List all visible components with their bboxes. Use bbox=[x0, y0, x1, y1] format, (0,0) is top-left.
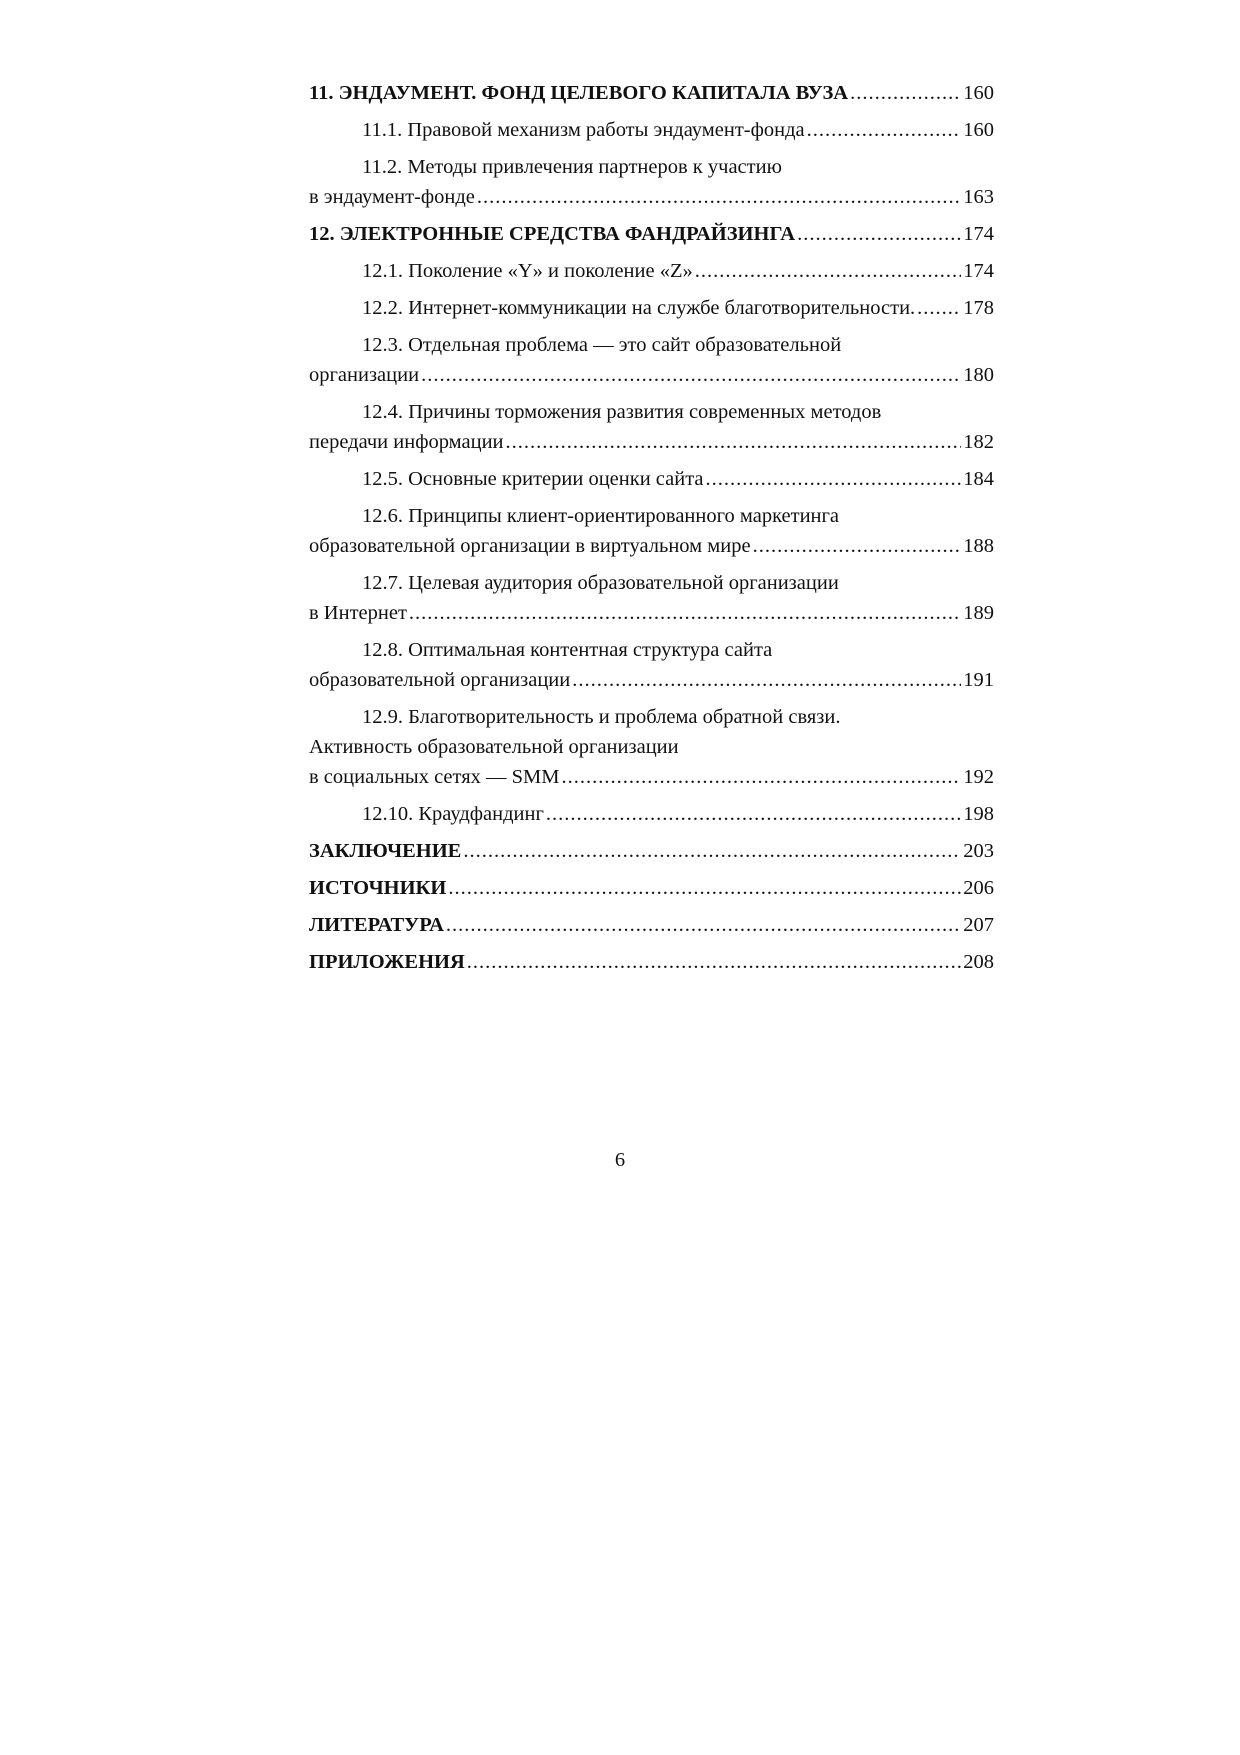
dot-leader bbox=[421, 360, 961, 390]
dot-leader bbox=[706, 464, 962, 494]
toc-page-number: 180 bbox=[963, 364, 994, 386]
toc-page-number: 160 bbox=[963, 119, 994, 141]
dot-leader bbox=[506, 427, 962, 457]
dot-leader bbox=[797, 219, 961, 249]
toc-page-number: 191 bbox=[963, 669, 994, 691]
dot-leader bbox=[695, 256, 962, 286]
toc-entry-title: ЗАКЛЮЧЕНИЕ bbox=[309, 840, 462, 862]
toc-section-entry bbox=[309, 330, 994, 390]
toc-entry-title: 12.2. Интернет-коммуникации на службе благотворительности. bbox=[362, 297, 916, 319]
toc-page-number: 198 bbox=[963, 803, 994, 825]
dot-leader bbox=[463, 836, 961, 866]
toc-section-entry bbox=[309, 397, 994, 457]
toc-entry-title: 12. ЭЛЕКТРОННЫЕ СРЕДСТВА ФАНДРАЙЗИНГА bbox=[309, 223, 796, 245]
dot-leader bbox=[562, 762, 962, 792]
toc-entry-title: образовательной организации в виртуальном мире bbox=[309, 535, 751, 557]
toc-section-entry bbox=[309, 464, 994, 494]
toc-entry-title: 11.1. Правовой механизм работы эндаумент-фонда bbox=[362, 119, 805, 141]
toc-page-number: 206 bbox=[963, 877, 994, 899]
toc-section-entry bbox=[309, 568, 994, 628]
toc-entry-title: 12.5. Основные критерии оценки сайта bbox=[362, 468, 704, 490]
toc-page-number: 188 bbox=[963, 535, 994, 557]
toc-entry-line: Активность образовательной организации bbox=[309, 736, 679, 758]
toc-section-entry bbox=[309, 501, 994, 561]
toc-page-number: 174 bbox=[963, 260, 994, 282]
toc-section-entry bbox=[309, 702, 994, 792]
page-number: 6 bbox=[614, 1149, 626, 1171]
toc-entry-line: 12.3. Отдельная проблема — это сайт образовательной bbox=[362, 334, 842, 356]
toc-page-number: 163 bbox=[963, 186, 994, 208]
toc-chapter-entry bbox=[309, 910, 994, 940]
toc-page-number: 208 bbox=[963, 951, 994, 973]
toc-entry-title: 12.1. Поколение «Y» и поколение «Z» bbox=[362, 260, 693, 282]
toc-section-entry bbox=[309, 152, 994, 212]
toc-chapter-entry bbox=[309, 947, 994, 977]
toc-entry-title: ИСТОЧНИКИ bbox=[309, 877, 447, 899]
toc-chapter-entry bbox=[309, 836, 994, 866]
toc-entry-line: 12.7. Целевая аудитория образовательной организации bbox=[362, 572, 839, 594]
table-of-contents bbox=[309, 78, 994, 984]
toc-chapter-entry bbox=[309, 873, 994, 903]
toc-entry-title: в социальных сетях — SMM bbox=[309, 766, 560, 788]
toc-chapter-entry bbox=[309, 78, 994, 108]
toc-entry-title: 11. ЭНДАУМЕНТ. ФОНД ЦЕЛЕВОГО КАПИТАЛА ВУЗА bbox=[309, 82, 849, 104]
dot-leader bbox=[409, 598, 961, 628]
dot-leader bbox=[448, 873, 961, 903]
toc-entry-title: в эндаумент-фонде bbox=[309, 186, 475, 208]
toc-entry-line: 12.4. Причины торможения развития современных методов bbox=[362, 401, 882, 423]
toc-entry-line: 12.9. Благотворительность и проблема обратной связи. bbox=[362, 706, 841, 728]
toc-entry-title: ЛИТЕРАТУРА bbox=[309, 914, 444, 936]
dot-leader bbox=[753, 531, 962, 561]
dot-leader bbox=[546, 799, 961, 829]
toc-section-entry bbox=[309, 635, 994, 695]
toc-section-entry bbox=[309, 115, 994, 145]
toc-entry-line: 11.2. Методы привлечения партнеров к участию bbox=[362, 156, 782, 178]
toc-page-number: 174 bbox=[963, 223, 994, 245]
toc-entry-line: 12.6. Принципы клиент-ориентированного маркетинга bbox=[362, 505, 840, 527]
toc-entry-title: в Интернет bbox=[309, 602, 407, 624]
dot-leader bbox=[572, 665, 961, 695]
toc-page-number: 184 bbox=[963, 468, 994, 490]
toc-entry-title: ПРИЛОЖЕНИЯ bbox=[309, 951, 465, 973]
dot-leader bbox=[917, 293, 961, 323]
toc-page-number: 189 bbox=[963, 602, 994, 624]
toc-section-entry bbox=[309, 256, 994, 286]
dot-leader bbox=[467, 947, 961, 977]
toc-entry-line: 12.8. Оптимальная контентная структура сайта bbox=[362, 639, 773, 661]
dot-leader bbox=[850, 78, 961, 108]
toc-chapter-entry bbox=[309, 219, 994, 249]
toc-entry-title: образовательной организации bbox=[309, 669, 571, 691]
dot-leader bbox=[477, 182, 961, 212]
toc-page-number: 160 bbox=[963, 82, 994, 104]
dot-leader bbox=[807, 115, 962, 145]
toc-entry-title: 12.10. Краудфандинг bbox=[362, 803, 544, 825]
toc-entry-title: передачи информации bbox=[309, 431, 504, 453]
toc-page-number: 207 bbox=[963, 914, 994, 936]
toc-section-entry bbox=[309, 293, 994, 323]
dot-leader bbox=[446, 910, 961, 940]
toc-page-number: 192 bbox=[963, 766, 994, 788]
toc-page-number: 178 bbox=[963, 297, 994, 319]
toc-section-entry bbox=[309, 799, 994, 829]
toc-entry-title: организации bbox=[309, 364, 420, 386]
toc-page-number: 182 bbox=[963, 431, 994, 453]
toc-page-number: 203 bbox=[963, 840, 994, 862]
